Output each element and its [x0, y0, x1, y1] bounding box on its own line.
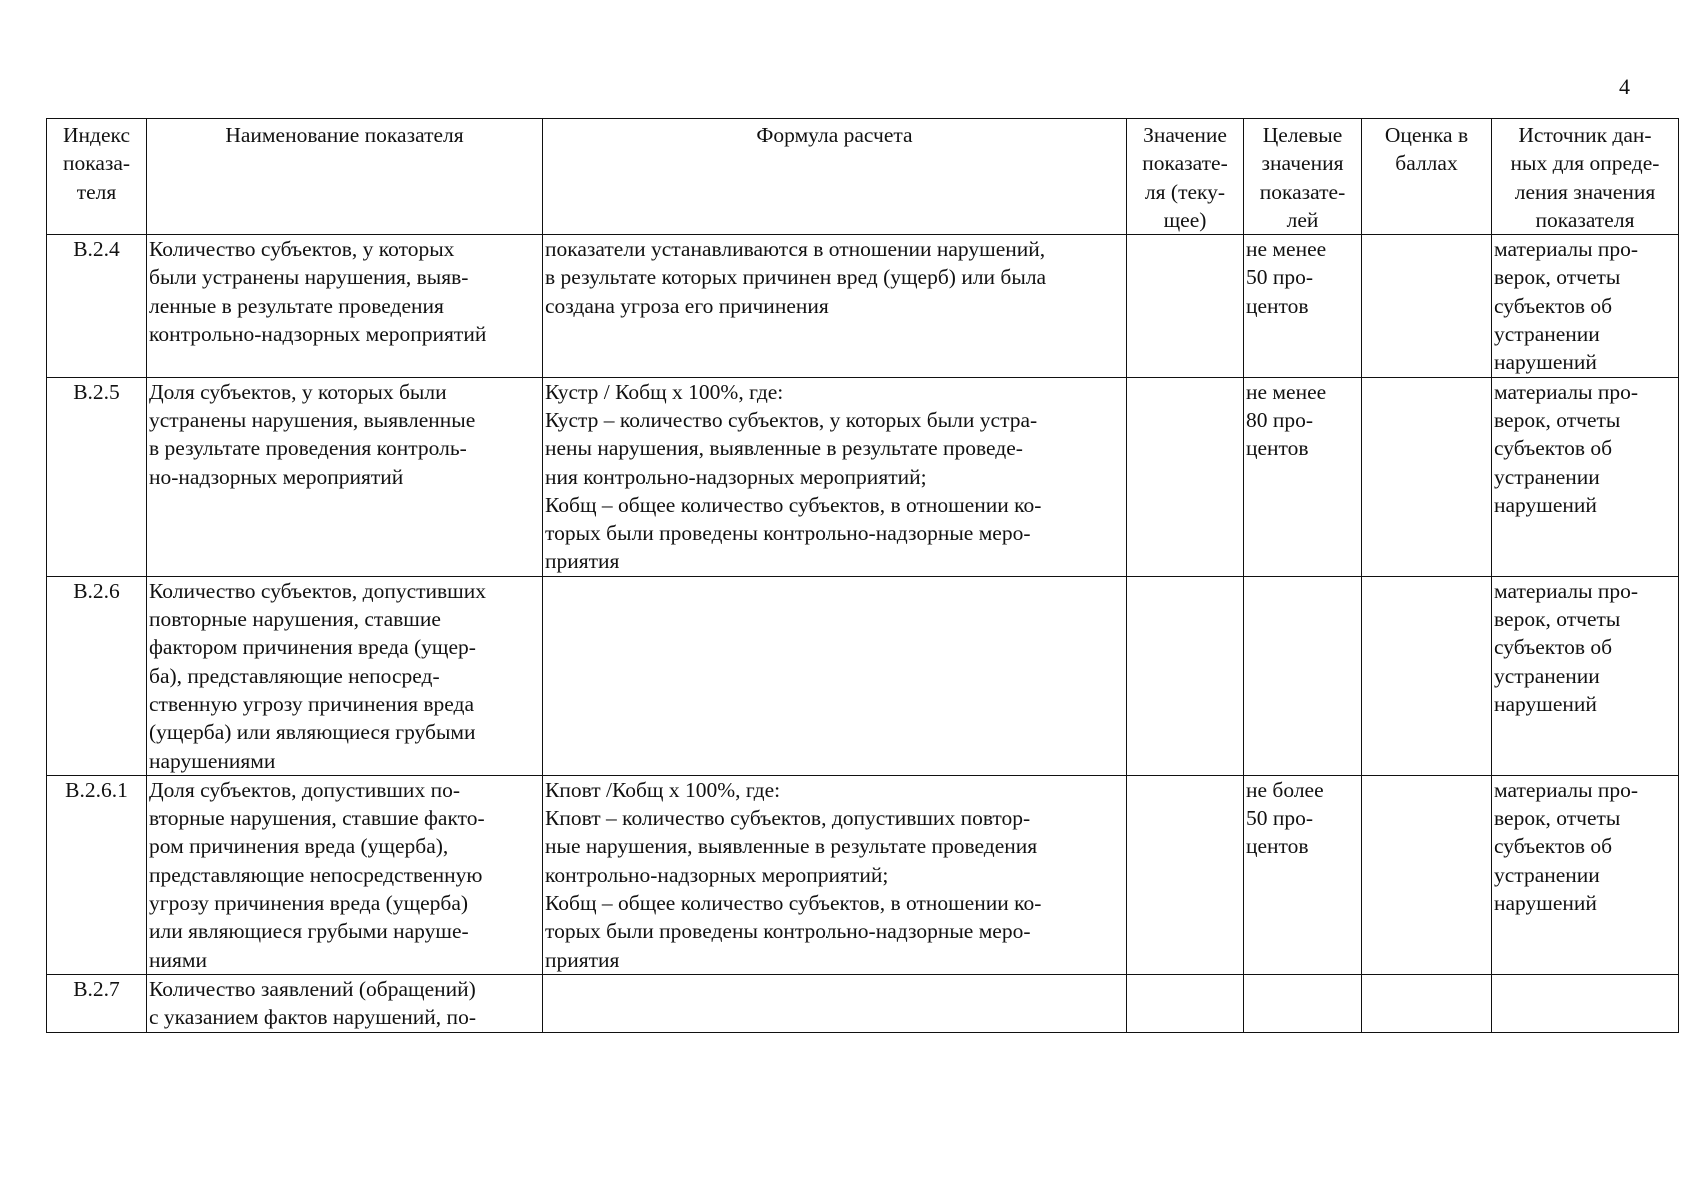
- target-value-cell: [1244, 775, 1362, 974]
- index-cell: В.2.7: [47, 974, 147, 1032]
- text-line: Значение: [1143, 123, 1227, 147]
- header-formula: [543, 119, 1127, 235]
- formula-cell: [543, 576, 1127, 775]
- table-row: [47, 235, 1679, 377]
- text-line: угрозу причинения вреда (ущерба): [149, 891, 469, 916]
- current-value-cell: [1127, 775, 1244, 974]
- text-line: Количество заявлений (обращений): [149, 976, 476, 1001]
- text-line: или являющиеся грубыми наруше-: [149, 919, 469, 944]
- current-value-cell: [1127, 974, 1244, 1032]
- text-line: значения: [1261, 151, 1344, 176]
- formula-cell: [543, 974, 1127, 1032]
- index-cell: В.2.6.1: [47, 775, 147, 974]
- text-line: нарушений: [1494, 891, 1597, 916]
- text-line: Кустр / Кобщ x 100%, где:: [545, 379, 784, 404]
- text-line: ния контрольно-надзорных мероприятий;: [545, 464, 927, 489]
- target-value-cell: [1244, 576, 1362, 775]
- text-line: устранении: [1494, 862, 1600, 887]
- text-line: Доля субъектов, допустивших по-: [149, 777, 460, 802]
- current-value-cell: [1127, 377, 1244, 576]
- score-cell: [1362, 576, 1492, 775]
- text-line: Кобщ – общее количество субъектов, в отношении ко-: [545, 891, 1042, 916]
- indicator-name-cell: [147, 377, 543, 576]
- text-line: ления значения: [1514, 179, 1656, 204]
- text-line: центов: [1246, 436, 1309, 461]
- text-line: устранены нарушения, выявленные: [149, 407, 476, 432]
- text-line: материалы про-: [1494, 578, 1639, 603]
- text-line: в результате которых причинен вред (ущерб) или была: [545, 265, 1047, 290]
- formula-cell: [543, 235, 1127, 377]
- text-line: материалы про-: [1494, 237, 1639, 262]
- data-source-cell: [1492, 775, 1679, 974]
- data-source-cell: [1492, 235, 1679, 377]
- text-line: Количество субъектов, у которых: [149, 237, 455, 262]
- text-line: Целевые: [1262, 123, 1343, 147]
- indicator-name-cell: [147, 974, 543, 1032]
- data-source-cell: [1492, 974, 1679, 1032]
- text-line: не менее: [1246, 379, 1327, 404]
- text-line: субъектов об: [1494, 635, 1613, 660]
- text-line: баллах: [1395, 151, 1458, 176]
- table-row: [47, 377, 1679, 576]
- text-line: показатели устанавливаются в отношении нарушений,: [545, 237, 1046, 262]
- text-line: лей: [1286, 207, 1319, 232]
- text-line: Индекс: [63, 123, 130, 147]
- text-line: верок, отчеты: [1494, 265, 1621, 290]
- text-line: устранении: [1494, 464, 1600, 489]
- text-line: Количество субъектов, допустивших: [149, 578, 486, 603]
- text-line: были устранены нарушения, выяв-: [149, 265, 469, 290]
- data-source-cell: [1492, 576, 1679, 775]
- text-line: Доля субъектов, у которых были: [149, 379, 447, 404]
- text-line: ба), представляющие непосред-: [149, 663, 440, 688]
- text-line: центов: [1246, 293, 1309, 318]
- text-line: верок, отчеты: [1494, 806, 1621, 831]
- text-line: материалы про-: [1494, 777, 1639, 802]
- indicator-name-cell: [147, 235, 543, 377]
- text-line: но-надзорных мероприятий: [149, 464, 404, 489]
- text-line: щее): [1163, 207, 1207, 232]
- text-line: теля: [76, 179, 117, 204]
- score-cell: [1362, 974, 1492, 1032]
- index-cell: В.2.6: [47, 576, 147, 775]
- indicator-name-cell: [147, 775, 543, 974]
- text-line: субъектов об: [1494, 293, 1613, 318]
- text-line: ля (теку-: [1144, 179, 1226, 204]
- text-line: ленные в результате проведения: [149, 293, 444, 318]
- page-number: 4: [1619, 74, 1630, 99]
- target-value-cell: [1244, 974, 1362, 1032]
- header-name: [147, 119, 543, 235]
- text-line: показа-: [62, 151, 131, 176]
- text-line: создана угроза его причинения: [545, 293, 829, 318]
- text-line: (ущерба) или являющиеся грубыми: [149, 720, 476, 745]
- text-line: ром причинения вреда (ущерба),: [149, 834, 449, 859]
- text-line: показате-: [1259, 179, 1346, 204]
- text-line: показате-: [1142, 151, 1228, 176]
- score-cell: [1362, 377, 1492, 576]
- index-cell: В.2.4: [47, 235, 147, 377]
- header-index: [47, 119, 147, 235]
- indicators-table: [46, 118, 1679, 1033]
- indicator-name-cell: [147, 576, 543, 775]
- text-line: фактором причинения вреда (ущер-: [149, 635, 476, 660]
- text-line: нарушений: [1494, 350, 1597, 375]
- header-score: [1362, 119, 1492, 235]
- score-cell: [1362, 235, 1492, 377]
- text-line: субъектов об: [1494, 436, 1613, 461]
- text-line: верок, отчеты: [1494, 607, 1621, 632]
- current-value-cell: [1127, 576, 1244, 775]
- text-line: верок, отчеты: [1494, 407, 1621, 432]
- header-target-values: [1244, 119, 1362, 235]
- text-line: контрольно-надзорных мероприятий;: [545, 862, 889, 887]
- text-line: торых были проведены контрольно-надзорные меро-: [545, 919, 1031, 944]
- text-line: Оценка в: [1384, 123, 1469, 147]
- text-line: 50 про-: [1246, 806, 1314, 831]
- data-source-cell: [1492, 377, 1679, 576]
- text-line: устранении: [1494, 663, 1600, 688]
- text-line: Источник дан-: [1518, 123, 1652, 147]
- text-line: 50 про-: [1246, 265, 1314, 290]
- formula-cell: [543, 377, 1127, 576]
- text-line: не менее: [1246, 237, 1327, 262]
- target-value-cell: [1244, 377, 1362, 576]
- text-line: приятия: [545, 947, 620, 972]
- text-line: нены нарушения, выявленные в результате проведе-: [545, 436, 1023, 461]
- index-cell: В.2.5: [47, 377, 147, 576]
- text-line: в результате проведения контроль-: [149, 436, 467, 461]
- text-line: ных для опреде-: [1510, 151, 1660, 176]
- score-cell: [1362, 775, 1492, 974]
- text-line: материалы про-: [1494, 379, 1639, 404]
- text-line: Кобщ – общее количество субъектов, в отношении ко-: [545, 492, 1042, 517]
- text-line: нарушений: [1494, 691, 1597, 716]
- text-line: Кповт /Кобщ x 100%, где:: [545, 777, 781, 802]
- table-row: [47, 775, 1679, 974]
- header-data-source: [1492, 119, 1679, 235]
- text-line: ные нарушения, выявленные в результате проведения: [545, 834, 1038, 859]
- text-line: центов: [1246, 834, 1309, 859]
- text-line: с указанием фактов нарушений, по-: [149, 1005, 476, 1030]
- text-line: субъектов об: [1494, 834, 1613, 859]
- text-line: 80 про-: [1246, 407, 1314, 432]
- text-line: нарушений: [1494, 492, 1597, 517]
- table-header: [47, 119, 1679, 235]
- text-line: показателя: [1535, 207, 1635, 232]
- table-body: [47, 235, 1679, 1032]
- text-line: повторные нарушения, ставшие: [149, 607, 441, 632]
- current-value-cell: [1127, 235, 1244, 377]
- text-line: Формула расчета: [756, 123, 913, 147]
- header-current-value: [1127, 119, 1244, 235]
- text-line: приятия: [545, 549, 620, 574]
- table-row: [47, 576, 1679, 775]
- text-line: контрольно-надзорных мероприятий: [149, 322, 487, 347]
- target-value-cell: [1244, 235, 1362, 377]
- text-line: Кповт – количество субъектов, допустивших повтор-: [545, 806, 1031, 831]
- text-line: представляющие непосредственную: [149, 862, 483, 887]
- text-line: ственную угрозу причинения вреда: [149, 691, 474, 716]
- formula-cell: [543, 775, 1127, 974]
- table-row: [47, 974, 1679, 1032]
- text-line: нарушениями: [149, 748, 276, 773]
- text-line: устранении: [1494, 322, 1600, 347]
- text-line: вторные нарушения, ставшие факто-: [149, 806, 485, 831]
- text-line: торых были проведены контрольно-надзорные меро-: [545, 521, 1031, 546]
- text-line: ниями: [149, 947, 208, 972]
- text-line: не более: [1246, 777, 1324, 802]
- text-line: Кустр – количество субъектов, у которых были устра-: [545, 407, 1038, 432]
- text-line: Наименование показателя: [225, 123, 464, 147]
